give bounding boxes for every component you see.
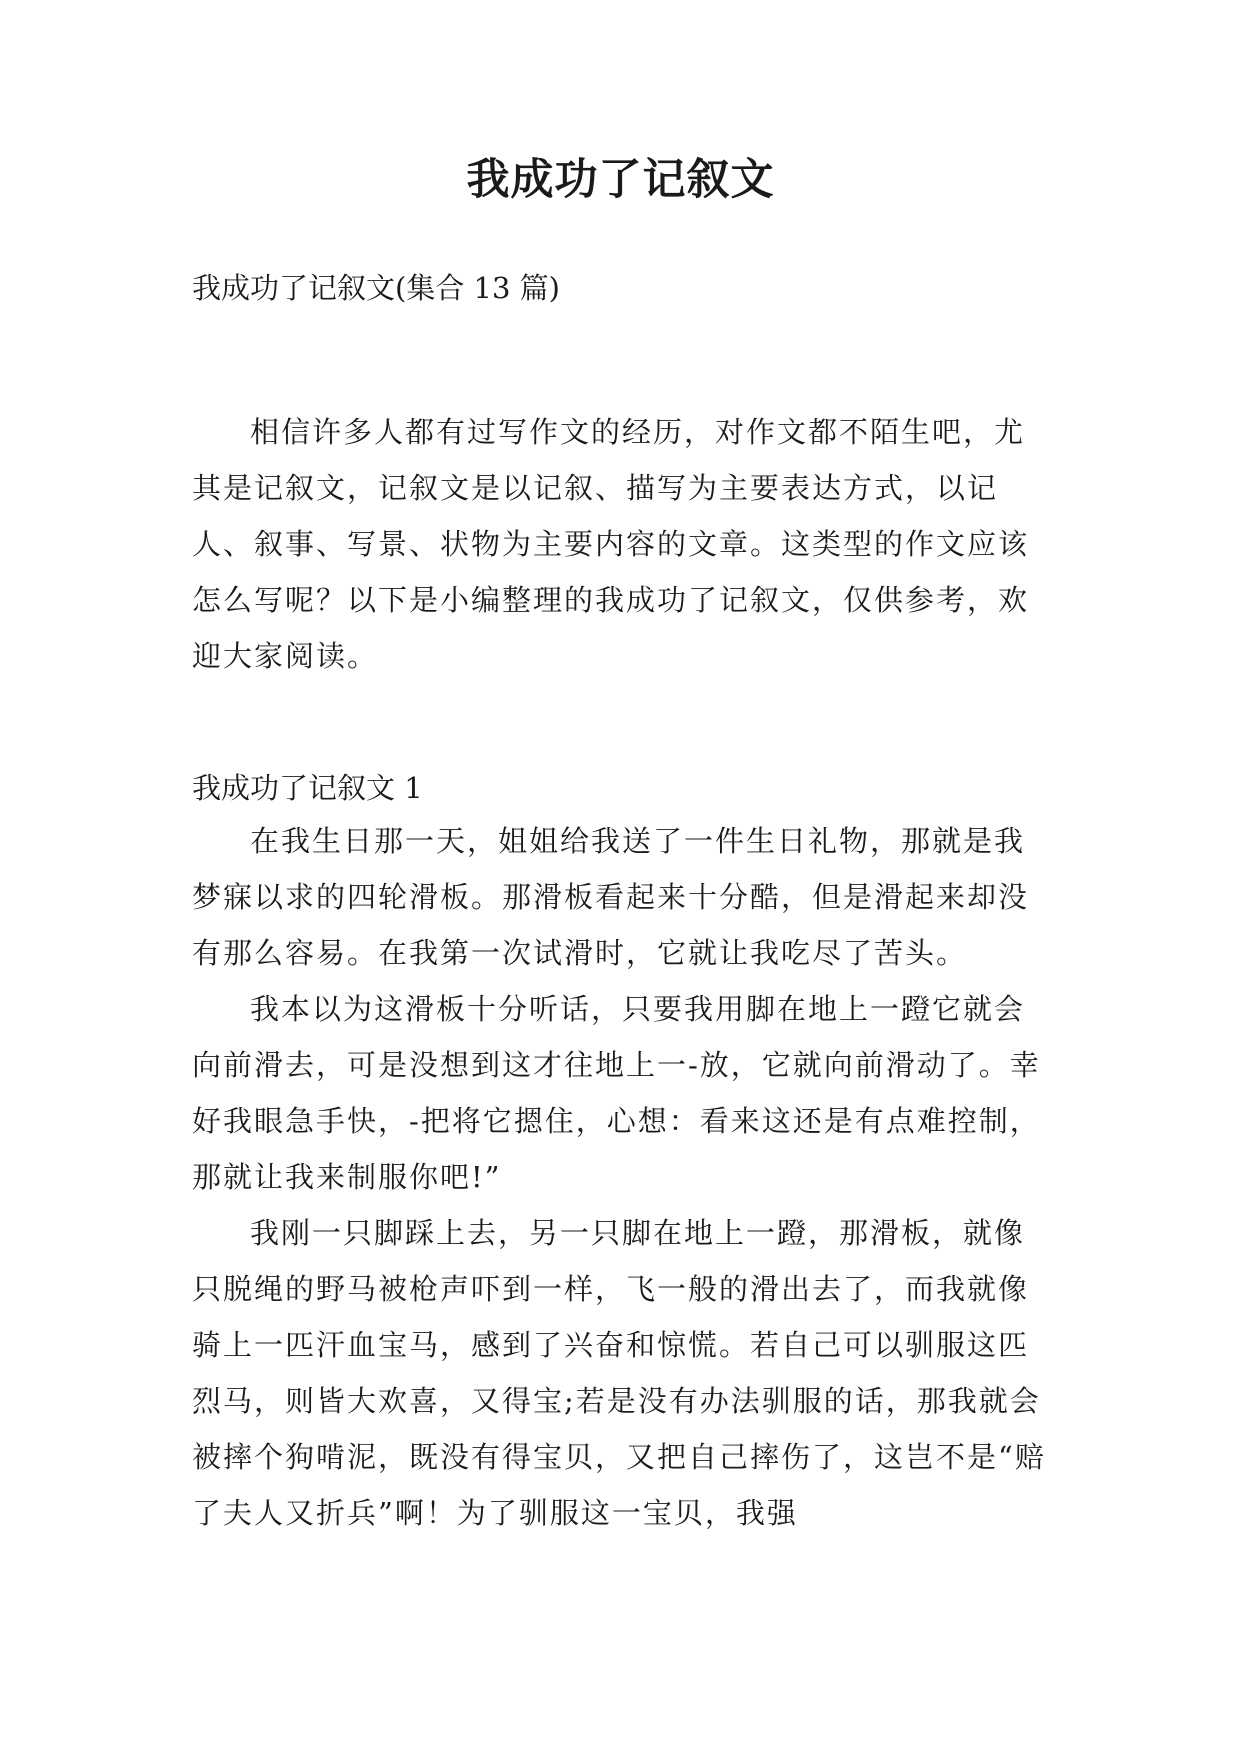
section-paragraph-3: 我刚一只脚踩上去，另一只脚在地上一蹬，那滑板，就像只脱绳的野马被枪声吓到一样，飞一般的滑出去了，而我就像骑上一匹汗血宝马，感到了兴奋和惊慌。若自己可以驯服这匹烈马，则皆大欢喜，又得宝;若是没有办法驯服的话，那我就会被摔个狗啃泥，既没有得宝贝，又把自己摔伤了，这岂不是“赔了夫人又折兵”啊！为了驯服这一宝贝，我强 bbox=[192, 1216, 1046, 1530]
intro-block bbox=[192, 404, 1054, 684]
section-paragraph-1: 在我生日那一天，姐姐给我送了一件生日礼物，那就是我梦寐以求的四轮滑板。那滑板看起来十分酷，但是滑起来却没有那么容易。在我第一次试滑时，它就让我吃尽了苦头。 bbox=[192, 824, 1030, 970]
section-paragraph-2: 我本以为这滑板十分听话，只要我用脚在地上一蹬它就会向前滑去，可是没想到这才往地上一-放，它就向前滑动了。幸好我眼急手快，-把将它摁住，心想：看来这还是有点难控制，那就让我来制服你吧!” bbox=[192, 992, 1041, 1194]
document-subtitle: 我成功了记叙文(集合 13 篇) bbox=[192, 271, 560, 305]
section-heading: 我成功了记叙文 1 bbox=[192, 771, 423, 805]
intro-paragraph: 相信许多人都有过写作文的经历，对作文都不陌生吧，尤其是记叙文，记叙文是以记叙、描写为主要表达方式，以记人、叙事、写景、状物为主要内容的文章。这类型的作文应该怎么写呢？以下是小编整理的我成功了记叙文，仅供参考，欢迎大家阅读。 bbox=[192, 415, 1030, 673]
document-title: 我成功了记叙文 bbox=[466, 155, 775, 205]
section-body bbox=[192, 813, 1054, 1541]
